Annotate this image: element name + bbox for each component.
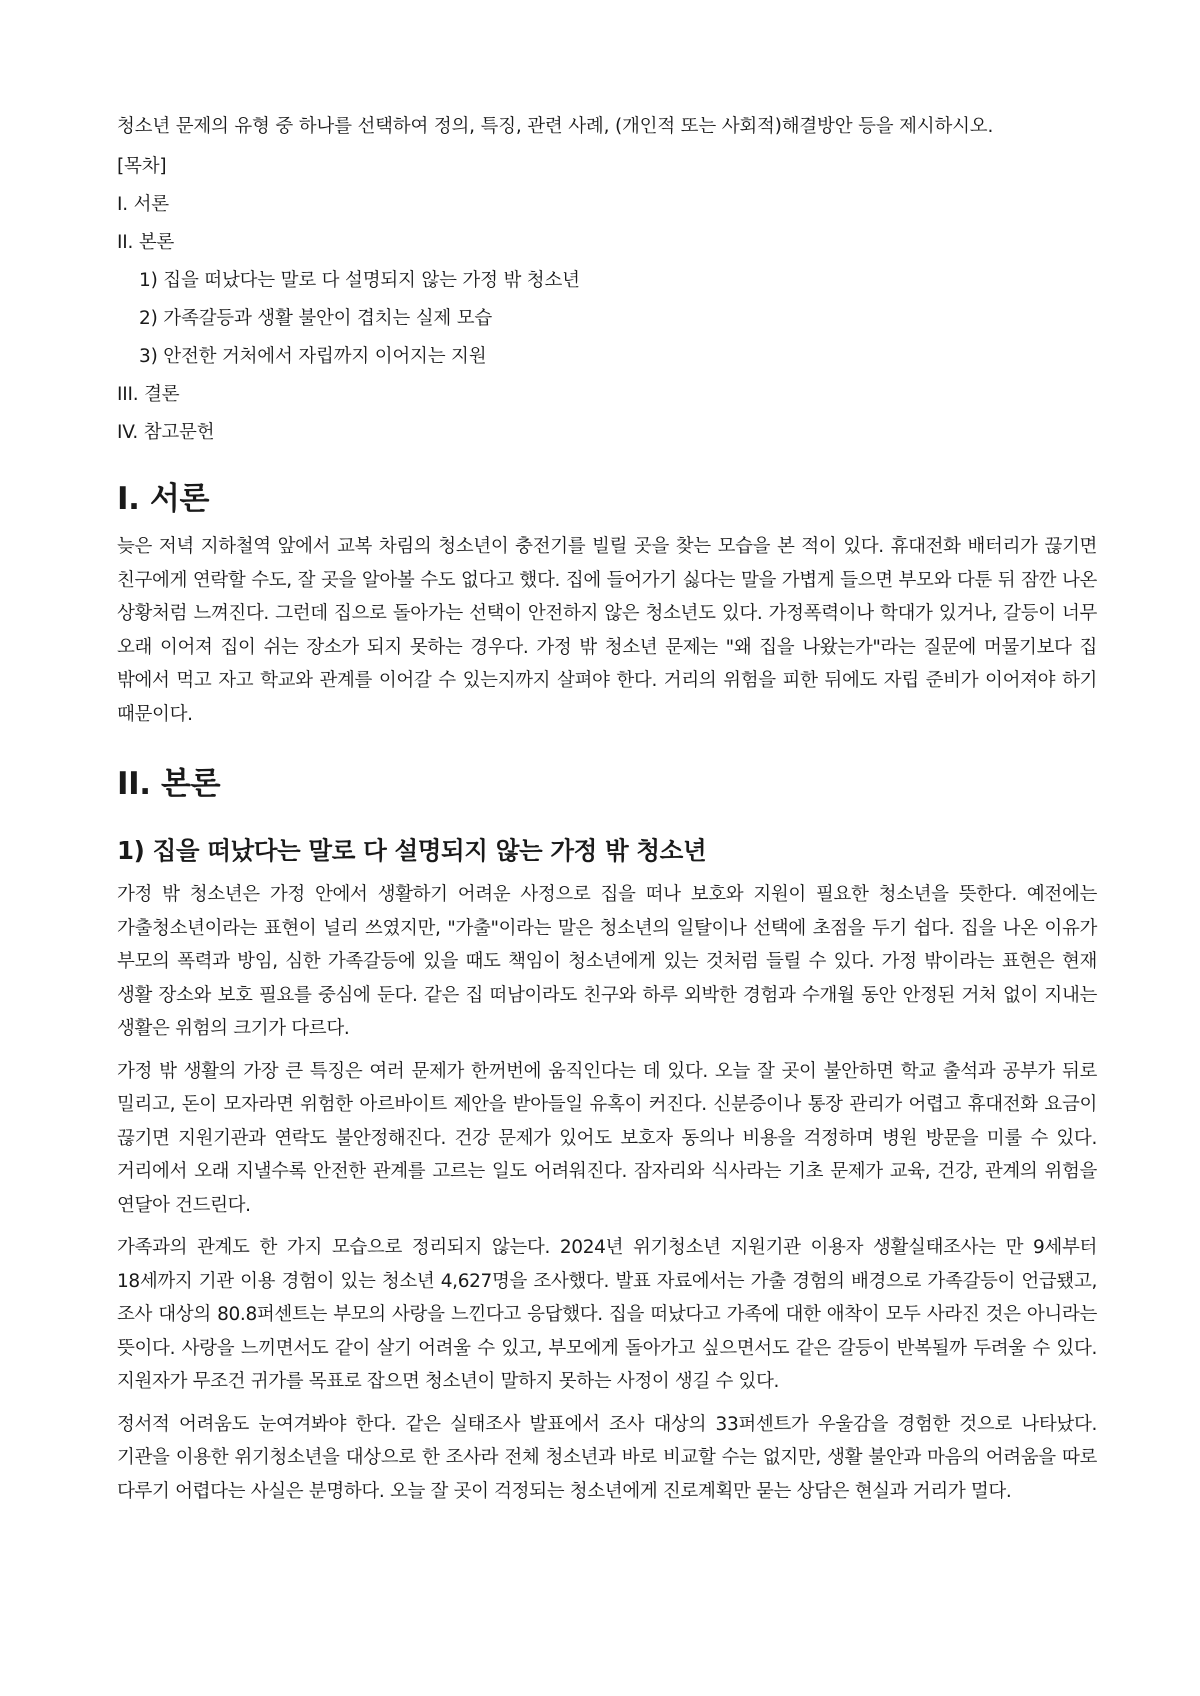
toc-item: IV. 참고문헌 (117, 422, 215, 443)
document-page (117, 112, 1097, 1517)
paragraph: 가정 밖 청소년은 가정 안에서 생활하기 어려운 사정으로 집을 떠나 보호와 지원이 필요한 청소년을 뜻한다. 예전에는 가출청소년이라는 표현이 널리 쓰였지만, "가출"이라는 말은 청소년의 일탈이나 선택에 초점을 두기 쉽다. 집을 나온 이유가 부모의 폭력과 방임, 심한 가족갈등에 있을 때도 책임이 청소년에게 있는 것처럼 들릴 수 있다. 가정 밖이라는 표현은 현재 생활 장소와 보호 필요를 중심에 둔다. 같은 집 떠남이라도 친구와 하루 외박한 경험과 수개월 동안 안정된 거처 없이 지내는 생활은 위험의 크기가 다르다. (117, 884, 1097, 1039)
paragraph: 가정 밖 생활의 가장 큰 특징은 여러 문제가 한꺼번에 움직인다는 데 있다. 오늘 잘 곳이 불안하면 학교 출석과 공부가 뒤로 밀리고, 돈이 모자라면 위험한 아르바이트 제안을 받아들일 유혹이 커진다. 신분증이나 통장 관리가 어렵고 휴대전화 요금이 끊기면 지원기관과 연락도 불안정해진다. 건강 문제가 있어도 보호자 동의나 비용을 걱정하며 병원 방문을 미룰 수 있다. 거리에서 오래 지낼수록 안전한 관계를 고르는 일도 어려워진다. 잠자리와 식사라는 기초 문제가 교육, 건강, 관계의 위험을 연달아 건드린다. (117, 1060, 1097, 1216)
paragraph: 가족과의 관계도 한 가지 모습으로 정리되지 않는다. 2024년 위기청소년 지원기관 이용자 생활실태조사는 만 9세부터 18세까지 기관 이용 경험이 있는 청소년 4,627명을 조사했다. 발표 자료에서는 가출 경험의 배경으로 가족갈등이 언급됐고, 조사 대상의 80.8퍼센트는 부모의 사랑을 느낀다고 응답했다. 집을 떠났다고 가족에 대한 애착이 모두 사라진 것은 아니라는 뜻이다. 사랑을 느끼면서도 같이 살기 어려울 수 있고, 부모에게 돌아가고 싶으면서도 같은 갈등이 반복될까 두려울 수 있다. 지원자가 무조건 귀가를 목표로 잡으면 청소년이 말하지 못하는 사정이 생길 수 있다. (117, 1237, 1097, 1392)
toc-subitem: 3) 안전한 거처에서 자립까지 이어지는 지원 (139, 346, 487, 367)
toc-subitem: 1) 집을 떠났다는 말로 다 설명되지 않는 가정 밖 청소년 (139, 270, 580, 291)
toc-item: I. 서론 (117, 194, 169, 215)
assignment-prompt: 청소년 문제의 유형 중 하나를 선택하여 정의, 특징, 관련 사례, (개인적 또는 사회적)해결방안 등을 제시하시오. (117, 116, 994, 137)
toc-item: III. 결론 (117, 384, 180, 405)
subsection-heading: 1) 집을 떠났다는 말로 다 설명되지 않는 가정 밖 청소년 (117, 836, 707, 865)
toc-subitem: 2) 가족갈등과 생활 불안이 겹치는 실제 모습 (139, 308, 493, 329)
section-heading-intro: I. 서론 (117, 481, 209, 517)
table-of-contents (117, 153, 1097, 446)
paragraph: 정서적 어려움도 눈여겨봐야 한다. 같은 실태조사 발표에서 조사 대상의 33퍼센트가 우울감을 경험한 것으로 나타났다. 기관을 이용한 위기청소년을 대상으로 한 조사라 전체 청소년과 바로 비교할 수는 없지만, 생활 불안과 마음의 어려움을 따로 다루기 어렵다는 사실은 분명하다. 오늘 잘 곳이 걱정되는 청소년에게 진로계획만 묻는 상담은 현실과 거리가 멀다. (117, 1413, 1097, 1502)
section-heading-body: II. 본론 (117, 766, 221, 802)
paragraph: 늦은 저녁 지하철역 앞에서 교복 차림의 청소년이 충전기를 빌릴 곳을 찾는 모습을 본 적이 있다. 휴대전화 배터리가 끊기면 친구에게 연락할 수도, 잘 곳을 알아볼 수도 없다고 했다. 집에 들어가기 싫다는 말을 가볍게 들으면 부모와 다툰 뒤 잠깐 나온 상황처럼 느껴진다. 그런데 집으로 돌아가는 선택이 안전하지 않은 청소년도 있다. 가정폭력이나 학대가 있거나, 갈등이 너무 오래 이어져 집이 쉬는 장소가 되지 못하는 경우다. 가정 밖 청소년 문제는 "왜 집을 나왔는가"라는 질문에 머물기보다 집 밖에서 먹고 자고 학교와 관계를 이어갈 수 있는지까지 살펴야 한다. 거리의 위험을 피한 뒤에도 자립 준비가 이어져야 하기 때문이다. (117, 536, 1097, 725)
toc-item: II. 본론 (117, 232, 175, 253)
toc-heading: [목차] (117, 156, 167, 177)
